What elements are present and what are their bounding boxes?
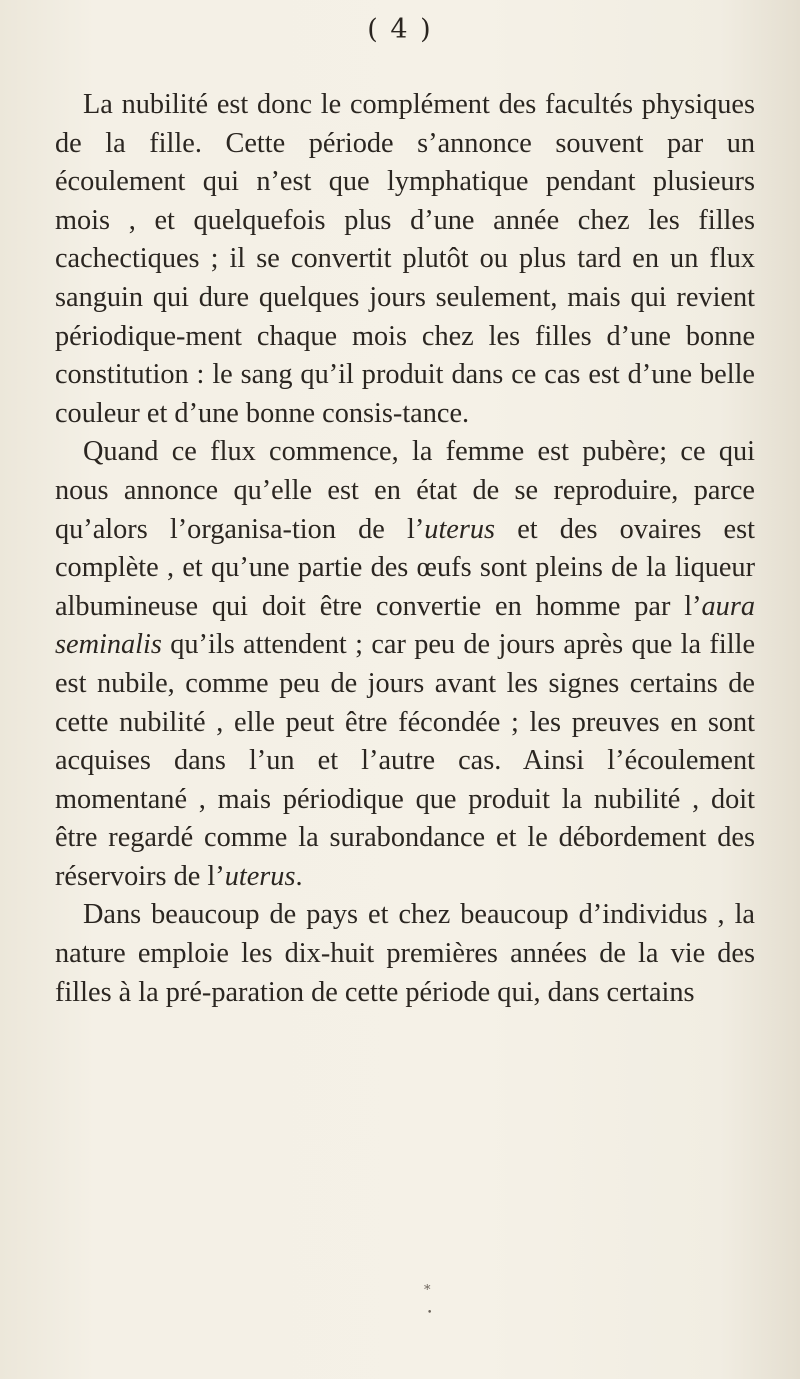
printer-mark-star: *	[424, 1283, 431, 1298]
paragraph-2	[55, 433, 755, 896]
paragraph-1	[55, 86, 755, 433]
paragraph-3	[55, 896, 755, 1012]
paragraph-2-text-d: .	[295, 860, 303, 892]
paragraph-2-text-a: Quand ce flux commence, la femme est pubère; ce qui nous annonce qu’elle est en état de se reproduire, parce qu’alors l’organisa-tion de l’	[55, 436, 755, 545]
italic-term-aura-seminalis: aura seminalis	[55, 590, 755, 661]
page-number: ( 4 )	[367, 14, 433, 45]
paragraph-3-text: Dans beaucoup de pays et chez beaucoup d’individus , la nature emploie les dix-huit premières années de la vie des filles à la pré-paration de cette période qui, dans certains	[55, 899, 755, 1008]
paragraph-2-text-c: qu’ils attendent ; car peu de jours après que la fille est nubile, comme peu de jours avant les signes certains de cette nubilité , elle peut être fécondée ; les preuves en sont acquises dans l’un et l’autre cas. Ainsi l’écoulement momentané , mais périodique que produit la nubilité , doit être regardé comme la surabondance et le débordement des réservoirs de l’	[55, 629, 755, 892]
italic-term-uterus: uterus	[424, 513, 496, 545]
paragraph-1-text: La nubilité est donc le complément des facultés physiques de la fille. Cette période s’annonce souvent par un écoulement qui n’est que lymphatique pendant plusieurs mois , et quelquefois plus d’une année chez les filles cachectiques ; il se convertit plutôt ou plus tard en un flux sanguin qui dure quelques jours seulement, mais qui revient périodique-ment chaque mois chez les filles d’une bonne constitution : le sang qu’il produit dans ce cas est d’une belle couleur et d’une bonne consis-tance.	[55, 89, 755, 429]
paragraph-2-text-b: et des ovaires est complète , et qu’une partie des œufs sont pleins de la liqueur albumineuse qui doit être convertie en homme par l’	[55, 513, 755, 622]
italic-term-uterus-2: uterus	[224, 860, 296, 892]
body-text	[55, 86, 755, 1012]
printer-mark-tick: •	[427, 1308, 433, 1318]
